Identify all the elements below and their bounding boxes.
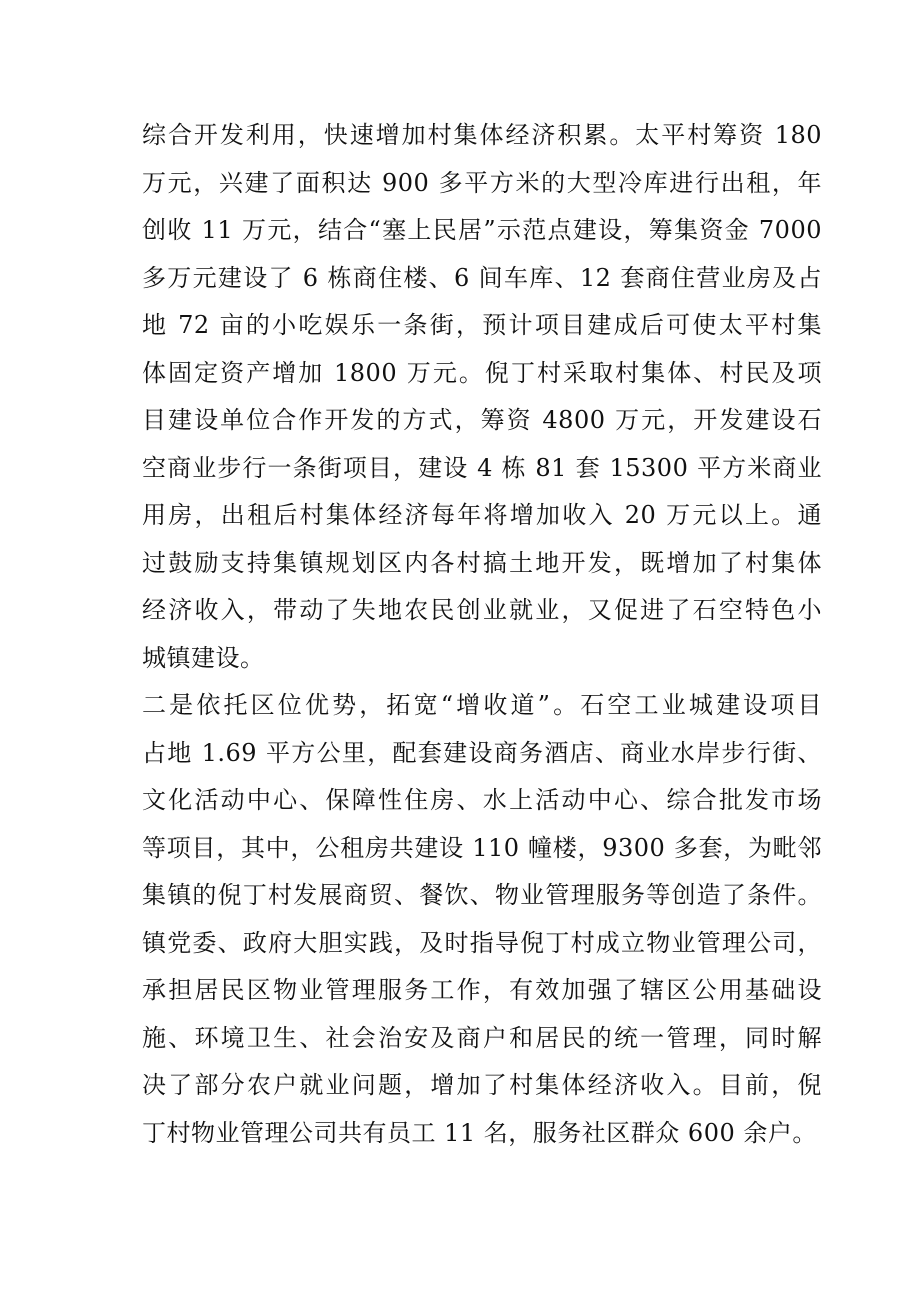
text-line: 多万元建设了 6 栋商住楼、6 间车库、12 套商住营业房及占: [142, 263, 822, 292]
text-line: 城镇建设。: [142, 643, 265, 672]
text-line: 集镇的倪丁村发展商贸、餐饮、物业管理服务等创造了条件。: [142, 881, 822, 909]
text-line: 体固定资产增加 1800 万元。倪丁村采取村集体、村民及项: [142, 358, 822, 387]
text-line: 决了部分农户就业问题，增加了村集体经济收入。目前，倪: [142, 1071, 822, 1099]
text-line: 地 72 亩的小吃娱乐一条街，预计项目建成后可使太平村集: [142, 311, 822, 339]
text-line: 过鼓励支持集镇规划区内各村搞土地开发，既增加了村集体: [142, 548, 822, 577]
text-line: 综合开发利用，快速增加村集体经济积累。太平村筹资 180: [142, 121, 822, 149]
text-line: 空商业步行一条街项目，建设 4 栋 81 套 15300 平方米商业: [142, 453, 822, 482]
text-line: 镇党委、政府大胆实践，及时指导倪丁村成立物业管理公司，: [142, 928, 822, 957]
text-line: 占地 1.69 平方公里，配套建设商务酒店、商业水岸步行街、: [142, 738, 822, 767]
text-line: 文化活动中心、保障性住房、水上活动中心、综合批发市场: [142, 786, 822, 814]
text-line: 承担居民区物业管理服务工作，有效加强了辖区公用基础设: [142, 976, 822, 1004]
paragraph-village-development: [142, 112, 822, 682]
text-line: 施、环境卫生、社会治安及商户和居民的统一管理，同时解: [142, 1023, 822, 1052]
text-line: 等项目，其中，公租房共建设 110 幢楼，9300 多套，为毗邻: [142, 833, 822, 862]
text-line: 创收 11 万元，结合“塞上民居”示范点建设，筹集资金 7000: [142, 216, 822, 244]
text-line: 经济收入，带动了失地农民创业就业，又促进了石空特色小: [142, 596, 822, 624]
text-line: 万元，兴建了面积达 900 多平方米的大型冷库进行出租，年: [142, 168, 822, 197]
text-line: 用房，出租后村集体经济每年将增加收入 20 万元以上。通: [142, 501, 822, 529]
document-body: [142, 112, 822, 1157]
text-line: 二是依托区位优势，拓宽“增收道”。石空工业城建设项目: [142, 691, 822, 719]
text-line: 丁村物业管理公司共有员工 11 名，服务社区群众 600 余户。: [142, 1118, 817, 1147]
paragraph-location-advantage: [142, 682, 822, 1157]
text-line: 目建设单位合作开发的方式，筹资 4800 万元，开发建设石: [142, 406, 822, 434]
